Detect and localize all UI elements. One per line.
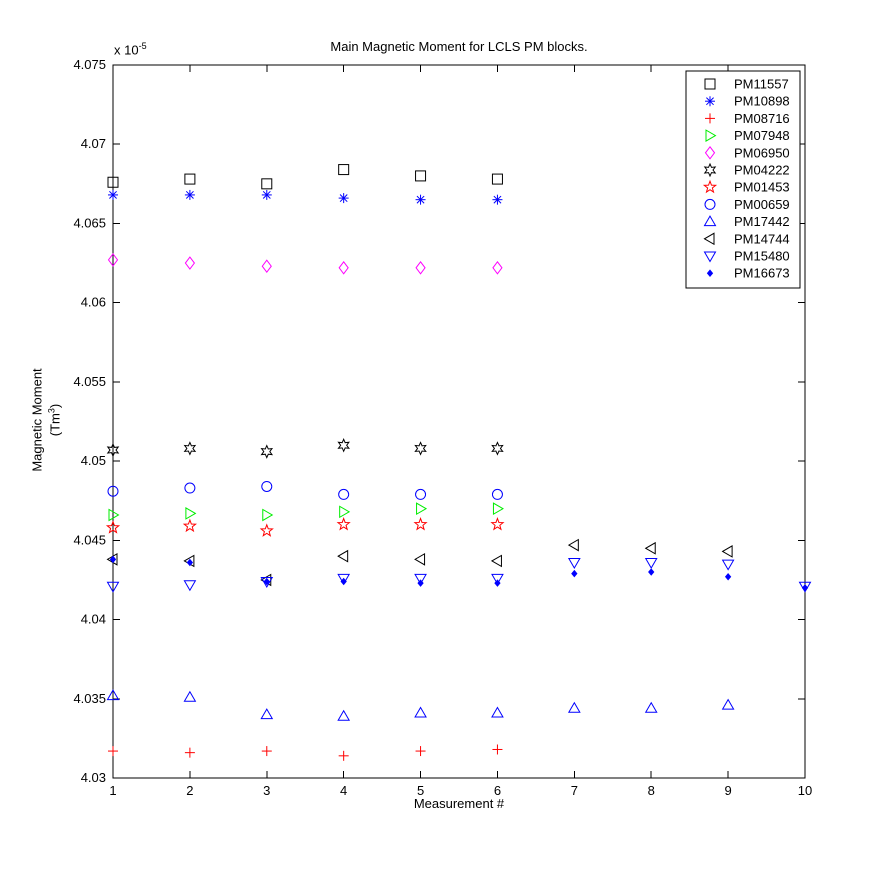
triangle-left-marker <box>338 551 348 562</box>
x-tick-label: 7 <box>570 783 578 798</box>
point-marker <box>803 585 808 591</box>
point-marker <box>726 574 731 580</box>
hexagram-marker <box>262 446 272 458</box>
x-tick-label: 5 <box>416 783 425 798</box>
square-marker <box>416 171 426 181</box>
y-axis-offset-base: x 10 <box>114 42 139 58</box>
asterisk-marker <box>705 96 715 106</box>
x-tick-label: 9 <box>724 783 732 798</box>
series-PM14744 <box>108 540 733 586</box>
diamond-marker <box>339 262 348 274</box>
triangle-up-marker <box>492 708 503 718</box>
y-tick-label: 4.045 <box>73 532 106 548</box>
triangle-left-marker <box>646 543 656 554</box>
legend-label: PM15480 <box>734 248 790 264</box>
legend-label: PM08716 <box>734 110 790 126</box>
triangle-left-marker <box>415 554 425 565</box>
triangle-down-marker <box>723 560 734 570</box>
series-PM16673 <box>111 556 808 591</box>
triangle-down-marker <box>646 559 657 569</box>
square-marker <box>339 165 349 175</box>
triangle-down-marker <box>569 559 580 569</box>
triangle-right-marker <box>340 506 350 517</box>
x-tick-label: 2 <box>186 783 194 798</box>
y-axis-label-line1: Magnetic Moment <box>29 368 45 472</box>
plus-marker <box>262 746 272 756</box>
series-PM15480 <box>108 559 811 592</box>
triangle-left-marker <box>723 546 733 557</box>
triangle-down-marker <box>184 581 195 591</box>
plus-marker <box>108 746 118 756</box>
triangle-right-marker <box>109 509 119 520</box>
series-PM00659 <box>108 481 502 499</box>
y-axis-label-line2: (Tm$^3$) <box>46 403 63 437</box>
hexagram-marker <box>492 442 502 454</box>
y-tick-label: 4.06 <box>80 294 106 310</box>
x-tick-label: 4 <box>340 783 348 798</box>
triangle-up-marker <box>184 692 195 702</box>
x-tick-label: 8 <box>647 783 655 798</box>
square-marker <box>185 174 195 184</box>
series-PM17442 <box>108 690 734 720</box>
triangle-left-marker <box>569 540 579 551</box>
triangle-right-marker <box>493 503 503 514</box>
triangle-up-marker <box>261 709 272 719</box>
series-PM01453 <box>107 518 503 535</box>
y-tick-label: 4.05 <box>80 453 106 469</box>
diamond-marker <box>185 257 194 269</box>
asterisk-marker <box>185 190 195 200</box>
circle-marker <box>416 489 426 499</box>
series-PM11557 <box>108 165 502 189</box>
legend-label: PM10898 <box>734 93 790 109</box>
triangle-up-marker <box>338 711 349 721</box>
x-tick-label: 3 <box>263 783 271 798</box>
asterisk-marker <box>108 190 118 200</box>
y-tick-label: 4.055 <box>73 373 106 389</box>
point-marker <box>341 579 346 585</box>
y-tick-label: 4.03 <box>80 770 106 785</box>
circle-marker <box>339 489 349 499</box>
legend-label: PM07948 <box>734 128 790 144</box>
asterisk-marker <box>492 195 502 205</box>
x-tick-labels <box>109 783 812 798</box>
plus-marker <box>416 746 426 756</box>
legend-label: PM17442 <box>734 214 790 230</box>
triangle-up-marker <box>569 703 580 713</box>
triangle-up-marker <box>415 708 426 718</box>
y-tick-label: 4.035 <box>73 690 106 706</box>
circle-marker <box>262 481 272 491</box>
pentagram-marker <box>338 518 349 529</box>
point-marker <box>572 571 577 577</box>
diamond-marker <box>493 262 502 274</box>
legend <box>686 71 800 288</box>
asterisk-marker <box>262 190 272 200</box>
pentagram-marker <box>184 520 195 531</box>
x-tick-label: 10 <box>797 783 813 798</box>
triangle-right-marker <box>417 503 427 514</box>
plus-marker <box>185 748 195 758</box>
plus-marker <box>492 744 502 754</box>
triangle-right-marker <box>186 508 196 519</box>
legend-label: PM06950 <box>734 145 790 161</box>
square-marker <box>262 179 272 189</box>
square-marker <box>492 174 502 184</box>
series-PM04222 <box>108 439 503 457</box>
circle-marker <box>185 483 195 493</box>
x-axis-label: Measurement # <box>413 796 505 811</box>
series-PM10898 <box>108 190 502 205</box>
hexagram-marker <box>415 442 425 454</box>
hexagram-marker <box>185 442 195 454</box>
asterisk-marker <box>416 195 426 205</box>
circle-marker <box>492 489 502 499</box>
y-tick-label: 4.075 <box>73 57 106 72</box>
series-PM07948 <box>109 503 503 520</box>
series-PM08716 <box>108 744 502 760</box>
triangle-right-marker <box>263 509 273 520</box>
legend-label: PM14744 <box>734 231 790 247</box>
pentagram-marker <box>492 518 503 529</box>
legend-label: PM04222 <box>734 162 790 178</box>
y-tick-label: 4.07 <box>80 136 106 152</box>
legend-label: PM11557 <box>734 76 789 92</box>
pentagram-marker <box>261 525 272 536</box>
x-tick-label: 6 <box>493 783 502 798</box>
legend-label: PM16673 <box>734 265 790 281</box>
asterisk-marker <box>339 193 349 203</box>
y-tick-labels <box>73 57 106 785</box>
point-marker <box>649 569 654 575</box>
legend-label: PM01453 <box>734 179 790 195</box>
x-tick-label: 1 <box>109 783 117 798</box>
legend-label: PM00659 <box>734 196 790 212</box>
diamond-marker <box>416 262 425 274</box>
triangle-up-marker <box>646 703 657 713</box>
triangle-up-marker <box>723 700 734 710</box>
series-PM06950 <box>109 254 502 274</box>
chart-title: Main Magnetic Moment for LCLS PM blocks. <box>330 39 588 54</box>
y-tick-label: 4.04 <box>80 611 106 627</box>
hexagram-marker <box>338 439 348 451</box>
plus-marker <box>339 751 349 761</box>
y-axis-offset-exponent: -5 <box>138 41 147 51</box>
triangle-left-marker <box>492 555 502 566</box>
pentagram-marker <box>415 518 426 529</box>
diamond-marker <box>262 260 271 272</box>
y-tick-label: 4.065 <box>73 215 106 231</box>
